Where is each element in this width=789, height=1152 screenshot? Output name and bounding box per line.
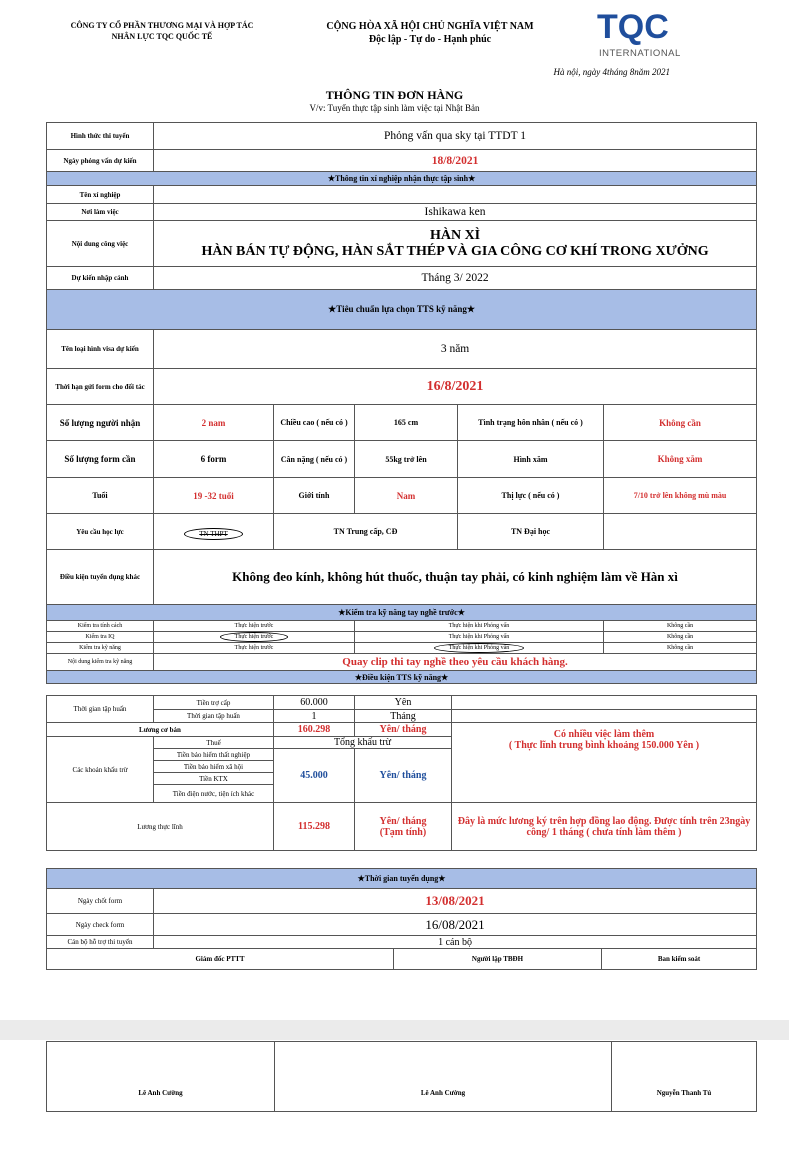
section-header-row	[47, 869, 757, 889]
document-date: Hà nội, ngày 4tháng 8năm 2021	[553, 67, 670, 77]
education-label: Yêu cầu học lực	[47, 514, 154, 550]
time-section-title: ★Thời gian tuyển dụng★	[47, 869, 757, 889]
entry-label: Dự kiến nhập cảnh	[47, 267, 154, 290]
job-line2: HÀN BÁN TỰ ĐỘNG, HÀN SẮT THÉP VÀ GIA CÔNG CƠ KHÍ TRONG XƯỞNG	[201, 243, 709, 259]
skill-during: Thực hiện khi Phỏng vấn	[355, 621, 604, 632]
interview-form-value: Phỏng vấn qua sky tại TTDT 1	[154, 123, 757, 150]
education-college-value: TN Trung cấp, CĐ	[274, 514, 458, 550]
table-row	[47, 405, 757, 441]
age-label: Tuổi	[47, 478, 154, 514]
form-quantity-value: 6 form	[154, 441, 274, 478]
workplace-value: Ishikawa ken	[154, 204, 757, 221]
skill-before: Thực hiện trước	[154, 621, 355, 632]
gender-value: Nam	[355, 478, 458, 514]
job-content-value	[154, 221, 757, 267]
signature-header-row	[47, 949, 757, 970]
company-section-title: ★Thông tin xí nghiệp nhận thực tập sinh★	[47, 172, 757, 186]
document-page-2	[0, 1040, 789, 1152]
table-row	[47, 441, 757, 478]
quantity-value: 2 nam	[154, 405, 274, 441]
education-empty-cell	[604, 514, 757, 550]
weight-label: Cân nặng ( nếu có )	[274, 441, 355, 478]
training-time-label: Thời gian tập huấn	[154, 710, 274, 723]
nation-line2: Độc lập - Tự do - Hạnh phúc	[368, 34, 492, 45]
section-header-row	[47, 172, 757, 186]
order-table	[46, 122, 757, 684]
empty-cell	[452, 710, 757, 723]
table-row	[47, 123, 757, 150]
support-staff-value: 1 cán bộ	[154, 936, 757, 949]
table-row	[47, 914, 757, 936]
table-row	[47, 654, 757, 671]
support-staff-label: Cán bộ hỗ trợ thi tuyển	[47, 936, 154, 949]
deduction-label: Các khoản khấu trừ	[47, 737, 154, 803]
signature-row	[47, 1042, 757, 1112]
check-date-label: Ngày check form	[47, 914, 154, 936]
gender-label: Giới tính	[274, 478, 355, 514]
company-logo	[595, 10, 695, 58]
criteria-section-title: ★Tiêu chuẩn lựa chọn TTS kỹ năng★	[47, 290, 757, 330]
skill-row-label: Kiểm tra kỹ năng	[47, 643, 154, 654]
education-univ-value: TN Đại học	[458, 514, 604, 550]
overtime-note-line1: Có nhiều việc làm thêm	[553, 729, 655, 740]
visa-value: 3 năm	[154, 330, 757, 369]
document-title: THÔNG TIN ĐƠN HÀNG	[325, 88, 464, 102]
control-label: Ban kiểm soát	[602, 949, 757, 970]
job-content-label: Nội dung công việc	[47, 221, 154, 267]
company-name-value	[154, 186, 757, 204]
table-row	[47, 186, 757, 204]
table-row	[47, 643, 757, 654]
deduction-item: Tiền điện nước, tiện ích khác	[154, 785, 274, 803]
net-salary-note: Đây là mức lương ký trên hợp đồng lao động. Được tính trên 23ngày công/ 1 tháng ( chưa tính làm thêm )	[452, 803, 757, 851]
table-row	[47, 621, 757, 632]
deduction-total-label: Tổng khấu trừ	[274, 737, 452, 749]
table-row	[47, 150, 757, 172]
table-row	[47, 710, 757, 723]
director-label: Giám đốc PTTT	[47, 949, 394, 970]
overtime-note	[452, 723, 757, 803]
table-row	[47, 550, 757, 605]
tattoo-label: Hình xăm	[458, 441, 604, 478]
logo-text: TQC	[597, 8, 669, 46]
table-row	[47, 803, 757, 851]
skill-row-label: Kiểm tra tính cách	[47, 621, 154, 632]
vision-label: Thị lực ( nếu có )	[458, 478, 604, 514]
skill-before-cell	[154, 632, 355, 643]
table-row	[47, 696, 757, 710]
signature-table	[46, 1041, 757, 1112]
base-salary-unit: Yên/ tháng	[355, 723, 452, 737]
net-salary-value: 115.298	[274, 803, 355, 851]
company-header	[52, 20, 272, 42]
tattoo-value: Không xăm	[604, 441, 757, 478]
skill-section-title: ★Kiểm tra kỹ năng tay nghề trước★	[47, 605, 757, 621]
weight-value: 55kg trở lên	[355, 441, 458, 478]
interview-form-label: Hình thức thi tuyển	[47, 123, 154, 150]
director-name: Lê Anh Cường	[47, 1042, 275, 1112]
education-hs-cell	[154, 514, 274, 550]
education-hs-value: TN THPT	[184, 528, 242, 540]
close-date-value: 13/08/2021	[154, 889, 757, 914]
close-date-label: Ngày chốt form	[47, 889, 154, 914]
conditions-section-title: ★Điều kiện TTS kỹ năng★	[47, 671, 757, 684]
base-salary-value: 160.298	[274, 723, 355, 737]
workplace-label: Nơi làm việc	[47, 204, 154, 221]
company-name-label: Tên xí nghiệp	[47, 186, 154, 204]
table-row	[47, 936, 757, 949]
age-value: 19 -32 tuổi	[154, 478, 274, 514]
skill-during: Thực hiện khi Phỏng vấn	[355, 632, 604, 643]
table-row	[47, 369, 757, 405]
quantity-label: Số lượng người nhận	[47, 405, 154, 441]
check-date-value: 16/08/2021	[154, 914, 757, 936]
company-name-line2: NHÂN LỰC TQC QUỐC TẾ	[111, 32, 213, 41]
skill-before: Thực hiện trước	[154, 643, 355, 654]
skill-content-label: Nội dung kiểm tra kỹ năng	[47, 654, 154, 671]
skill-none: Không cần	[604, 632, 757, 643]
training-label: Thời gian tập huấn	[47, 696, 154, 723]
table-row	[47, 267, 757, 290]
deduction-value: 45.000	[274, 749, 355, 803]
marital-value: Không cần	[604, 405, 757, 441]
deduction-item: Tiền bảo hiểm thất nghiệp	[154, 749, 274, 761]
skill-during-selected: Thực hiện khi Phỏng vấn	[434, 643, 525, 653]
net-salary-unit	[355, 803, 452, 851]
net-salary-label: Lương thực lĩnh	[47, 803, 274, 851]
net-unit-line2: (Tạm tính)	[379, 826, 427, 838]
height-value: 165 cm	[355, 405, 458, 441]
base-salary-label: Lương cơ bản	[47, 723, 274, 737]
allowance-unit: Yên	[355, 696, 452, 710]
net-unit-line1: Yên/ tháng	[379, 815, 427, 827]
interview-date-label: Ngày phỏng vấn dự kiến	[47, 150, 154, 172]
entry-value: Tháng 3/ 2022	[154, 267, 757, 290]
visa-label: Tên loại hình visa dự kiến	[47, 330, 154, 369]
skill-during-cell	[355, 643, 604, 654]
deduction-item: Tiền bảo hiểm xã hội	[154, 761, 274, 773]
allowance-value: 60.000	[274, 696, 355, 710]
logo-subtext: INTERNATIONAL	[599, 48, 681, 59]
interview-date-value: 18/8/2021	[154, 150, 757, 172]
national-header	[300, 20, 560, 46]
table-row	[47, 478, 757, 514]
deduction-item: Tiền KTX	[154, 773, 274, 785]
skill-before-selected: Thực hiện trước	[220, 632, 289, 642]
training-time-unit: Tháng	[355, 710, 452, 723]
maker-label: Người lập TBĐH	[394, 949, 602, 970]
table-row	[47, 514, 757, 550]
skill-content-value: Quay clip thi tay nghề theo yêu cầu khách hàng.	[154, 654, 757, 671]
form-quantity-label: Số lượng form cần	[47, 441, 154, 478]
marital-label: Tình trạng hôn nhân ( nếu có )	[458, 405, 604, 441]
skill-none: Không cần	[604, 621, 757, 632]
conditions-value: Không đeo kính, không hút thuốc, thuận tay phải, có kinh nghiệm làm về Hàn xì	[154, 550, 757, 605]
skill-none: Không cần	[604, 643, 757, 654]
salary-table	[46, 695, 757, 851]
table-row	[47, 204, 757, 221]
nation-line1: CỘNG HÒA XÃ HỘI CHỦ NGHĨA VIỆT NAM	[326, 21, 534, 32]
height-label: Chiều cao ( nếu có )	[274, 405, 355, 441]
allowance-label: Tiền trợ cấp	[154, 696, 274, 710]
conditions-label: Điều kiện tuyển dụng khác	[47, 550, 154, 605]
document-subtitle: V/v: Tuyển thực tập sinh làm việc tại Nhật Bản	[309, 103, 480, 113]
table-row	[47, 632, 757, 643]
deadline-value: 16/8/2021	[154, 369, 757, 405]
skill-row-label: Kiểm tra IQ	[47, 632, 154, 643]
deduction-unit: Yên/ tháng	[355, 749, 452, 803]
table-row	[47, 889, 757, 914]
timeline-table	[46, 868, 757, 970]
table-row	[47, 221, 757, 267]
maker-name: Lê Anh Cường	[275, 1042, 612, 1112]
section-header-row	[47, 605, 757, 621]
vision-value: 7/10 trở lên không mù màu	[604, 478, 757, 514]
overtime-note-line2: ( Thực lĩnh trung bình khoảng 150.000 Yên )	[508, 740, 700, 751]
company-name-line1: CÔNG TY CỔ PHẦN THƯƠNG MẠI VÀ HỢP TÁC	[70, 21, 254, 30]
deadline-label: Thời hạn gửi form cho đối tác	[47, 369, 154, 405]
section-header-row	[47, 671, 757, 684]
section-header-row	[47, 290, 757, 330]
table-row	[47, 723, 757, 737]
training-time-value: 1	[274, 710, 355, 723]
job-line1: HÀN XÌ	[429, 227, 481, 243]
table-row	[47, 330, 757, 369]
empty-cell	[452, 696, 757, 710]
control-name: Nguyễn Thanh Tú	[612, 1042, 757, 1112]
deduction-item: Thuế	[154, 737, 274, 749]
